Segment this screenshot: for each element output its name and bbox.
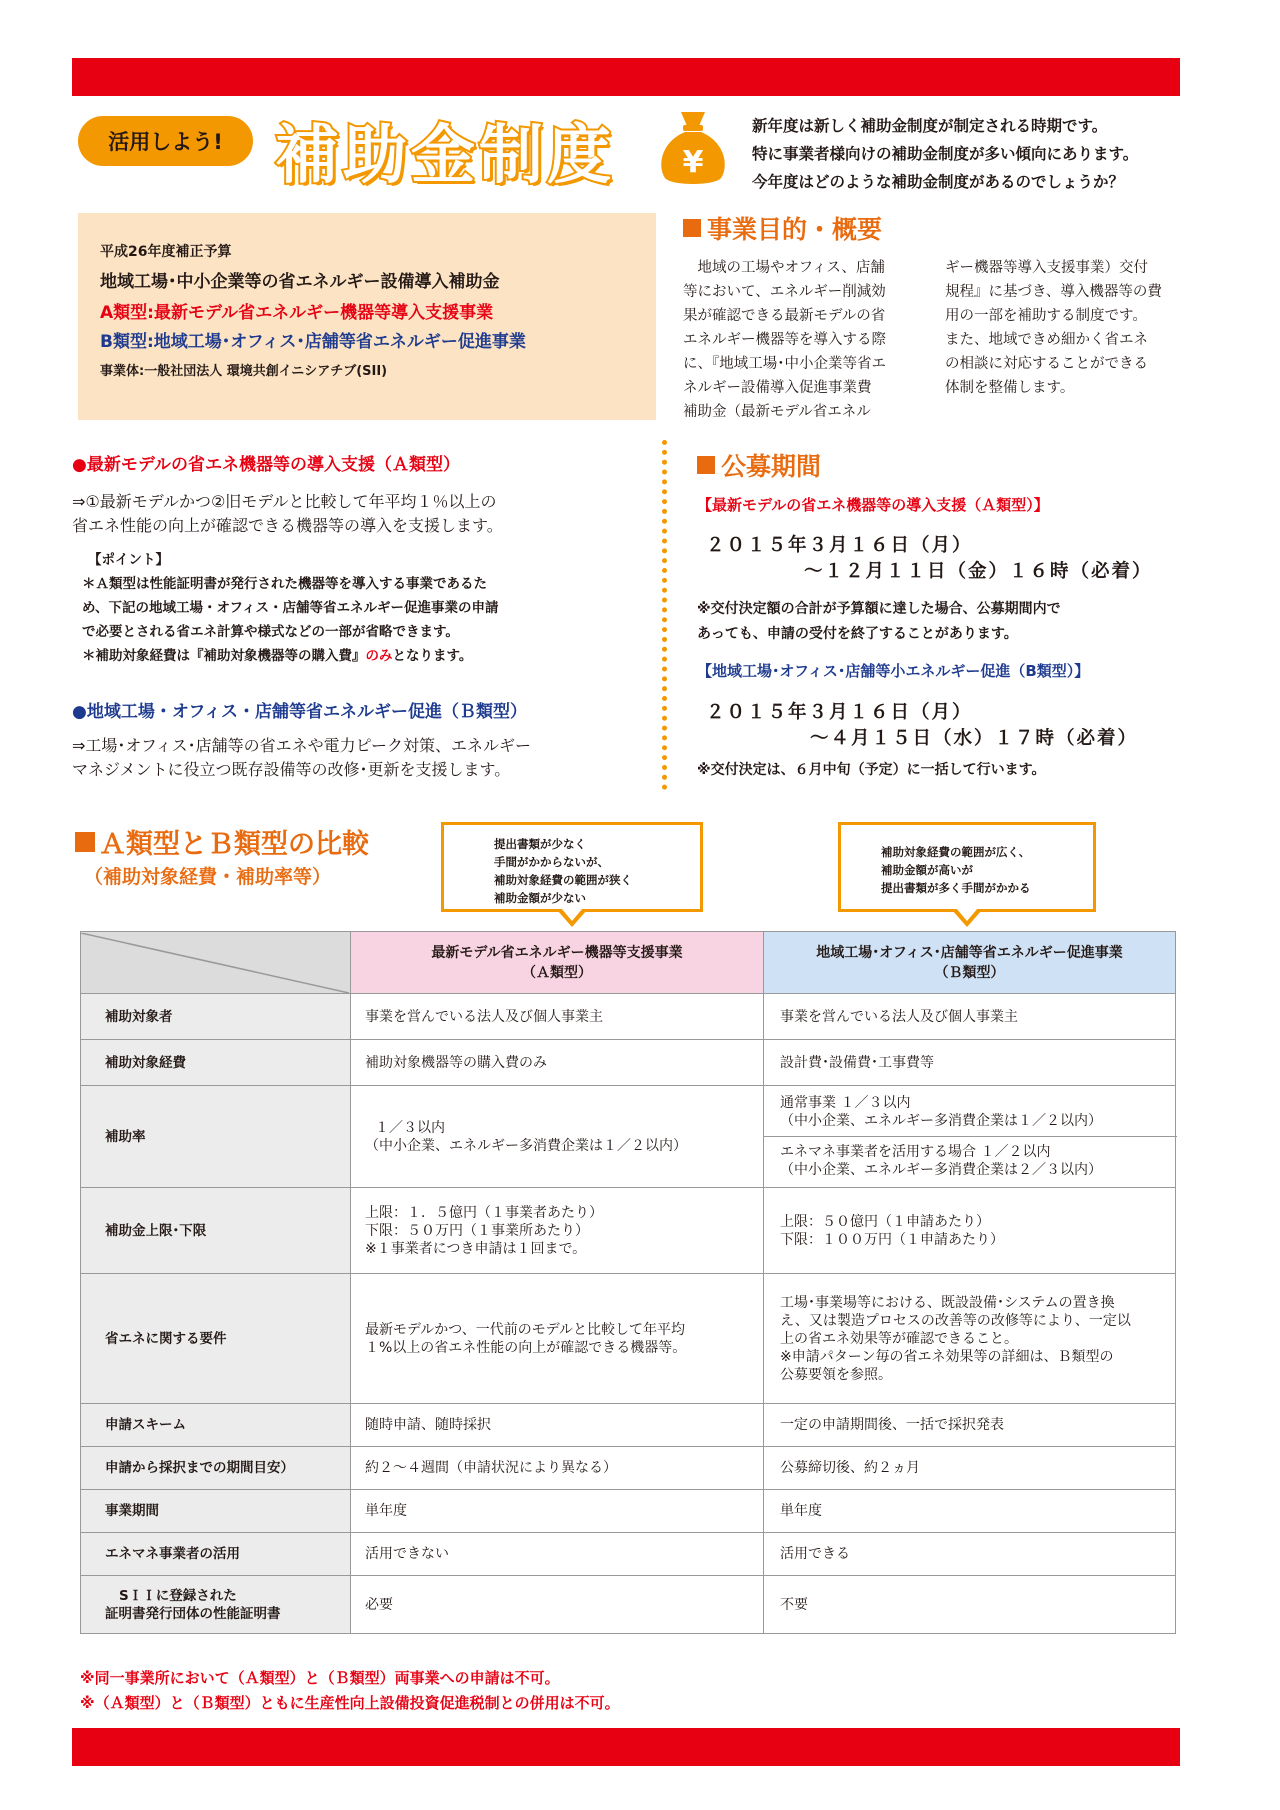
footnote-2: ※（Ａ類型）と（Ｂ類型）ともに生産性向上設備投資促進税制との併用は不可。 [80, 1694, 620, 1712]
footnote-1: ※同一事業所において（Ａ類型）と（Ｂ類型）両事業への申請は不可。 [80, 1669, 560, 1687]
period-a-label: 【最新モデルの省エネ機器等の導入支援（Ａ類型）】 [697, 496, 1049, 514]
table-row [81, 1086, 1176, 1188]
type-b-text: ⇒工場･オフィス･店舗等の省エネや電力ピーク対策、エネルギー マネジメントに役立つ既存設備等の改修･更新を支援します。 [72, 736, 532, 779]
table-row [81, 1576, 1176, 1634]
cell-a: 必要 [351, 1576, 764, 1634]
intro-line: 特に事業者様向けの補助金制度が多い傾向にあります。 [752, 145, 1139, 163]
table-row [81, 1274, 1176, 1404]
type-b-heading: ●地域工場・オフィス・店舗等省エネルギー促進（Ｂ類型） [72, 702, 527, 722]
cell-a: １／３以内 （中小企業、エネルギー多消費企業は１／２以内） [351, 1086, 764, 1188]
program-type-b: B類型:地域工場･オフィス･店舗等省エネルギー促進事業 [100, 332, 526, 352]
table-row [81, 1040, 1176, 1086]
table-row [81, 1533, 1176, 1576]
row-label: エネマネ事業者の活用 [81, 1533, 351, 1576]
comparison-table [80, 931, 1176, 1634]
page-title: 補助金制度 [275, 119, 615, 193]
period-b-end: ～４月１５日（水）１７時（必着） [810, 728, 1139, 749]
table-row [81, 1404, 1176, 1447]
diagonal-line [81, 933, 349, 993]
row-label: 補助対象者 [81, 994, 351, 1040]
table-header-type-b: 地域工場･オフィス･店舗等省エネルギー促進事業 （Ｂ類型） [764, 932, 1176, 994]
type-a-text: ⇒①最新モデルかつ②旧モデルと比較して年平均１％以上の 省エネ性能の向上が確認できる機器等の導入を支援します。 [72, 492, 503, 535]
table-row [81, 1447, 1176, 1490]
table-row [81, 1490, 1176, 1533]
row-label: 申請から採択までの期間目安） [81, 1447, 351, 1490]
program-org: 事業体:一般社団法人 環境共創イニシアチブ(SII) [100, 364, 388, 379]
money-bag-icon [655, 108, 731, 188]
table-header-type-a: 最新モデル省エネルギー機器等支援事業 （Ａ類型） [351, 932, 764, 994]
cell-b: 公募締切後、約２ヵ月 [764, 1447, 1176, 1490]
comparison-title: Ａ類型とＢ類型の比較 [75, 822, 369, 861]
table-row [81, 1188, 1176, 1274]
cell-a: 随時申請、随時採択 [351, 1404, 764, 1447]
top-red-bar [72, 58, 1180, 96]
cell-b: 不要 [764, 1576, 1176, 1634]
row-label: 補助率 [81, 1086, 351, 1188]
program-type-a: A類型:最新モデル省エネルギー機器等導入支援事業 [100, 303, 494, 323]
comparison-subtitle: （補助対象経費・補助率等） [84, 866, 332, 888]
type-a-heading: ●最新モデルの省エネ機器等の導入支援（Ａ類型） [72, 455, 460, 475]
row-label: 申請スキーム [81, 1404, 351, 1447]
type-a-points: 【ポイント】 ＊Ａ類型は性能証明書が発行された機器等を導入する事業であるた め、下記の地域工場・オフィス・店舗等省エネルギー促進事業の申請 で必要とされる省エネ計算や様式などの一部が省略できます。 ＊補助対象経費は『補助対象機器等の購入費』のみとなります。 [82, 552, 499, 664]
row-label: 補助対象経費 [81, 1040, 351, 1086]
svg-text:¥: ¥ [682, 145, 704, 180]
table-row [81, 994, 1176, 1040]
intro-text [752, 112, 1172, 196]
period-b-label: 【地域工場･オフィス･店舗等小エネルギー促進（B類型）】 [697, 662, 1090, 680]
cell-b: 一定の申請期間後、一括で採択発表 [764, 1404, 1176, 1447]
purpose-heading: 事業目的・概要 [683, 210, 882, 246]
row-label: SＩＩに登録された 証明書発行団体の性能証明書 [81, 1576, 351, 1634]
period-a-note: ※交付決定額の合計が予算額に達した場合、公募期間内で あっても、申請の受付を終了することがあります。 [697, 601, 1061, 642]
period-b-note: ※交付決定は、６月中旬（予定）に一括して行います。 [697, 762, 1046, 778]
cell-b: 上限：５０億円（１申請あたり） 下限：１００万円（１申請あたり） [764, 1188, 1176, 1274]
table-corner-cell [81, 932, 351, 994]
cell-b: 活用できる [764, 1533, 1176, 1576]
period-b-start: ２０１５年３月１６日（月） [706, 702, 973, 723]
cell-b: 工場･事業場等における、既設設備･システムの置き換 え、又は製造プロセスの改善等の改修等により、一定以 上の省エネ効果等が確認できること。 ※申請パターン毎の省エネ効果等の詳細は、Ｂ類型の 公募要領を参照。 [764, 1274, 1176, 1404]
cell-b: 設計費･設備費･工事費等 [764, 1040, 1176, 1086]
bottom-red-bar [72, 1728, 1180, 1766]
row-label: 省エネに関する要件 [81, 1274, 351, 1404]
row-label: 事業期間 [81, 1490, 351, 1533]
cell-a: 上限：１．５億円（１事業者あたり） 下限：５０万円（１事業所あたり） ※１事業者につき申請は１回まで。 [351, 1188, 764, 1274]
program-budget: 平成26年度補正予算 [100, 244, 232, 260]
cell-a: 最新モデルかつ、一代前のモデルと比較して年平均 １%以上の省エネ性能の向上が確認できる機器等。 [351, 1274, 764, 1404]
row-label: 補助金上限･下限 [81, 1188, 351, 1274]
program-name: 地域工場･中小企業等の省エネルギー設備導入補助金 [100, 272, 500, 292]
period-a-end: ～１２月１１日（金）１６時（必着） [804, 561, 1153, 582]
cell-a: 約２～４週間（申請状況により異なる） [351, 1447, 764, 1490]
callout-type-b: 補助対象経費の範囲が広く、 補助金額が高いが 提出書類が多く手間がかかる [838, 822, 1096, 912]
cell-a: 活用できない [351, 1533, 764, 1576]
cell-a: 単年度 [351, 1490, 764, 1533]
period-a-start: ２０１５年３月１６日（月） [706, 535, 973, 556]
cell-b: 事業を営んでいる法人及び個人事業主 [764, 994, 1176, 1040]
cell-b: 単年度 [764, 1490, 1176, 1533]
cell-a: 事業を営んでいる法人及び個人事業主 [351, 994, 764, 1040]
cell-a: 補助対象機器等の購入費のみ [351, 1040, 764, 1086]
period-heading: 公募期間 [697, 447, 821, 483]
column-divider [662, 440, 667, 790]
callout-type-a: 提出書類が少なく 手間がかからないが、 補助対象経費の範囲が狭く 補助金額が少ない [441, 822, 703, 912]
cell-b: 通常事業 １／３以内 （中小企業、エネルギー多消費企業は１／２以内） エネマネ事業者を活用する場合 １／２以内 （中小企業、エネルギー多消費企業は２／３以内） [764, 1086, 1176, 1188]
program-info-box [78, 213, 656, 420]
purpose-col-1: 地域の工場やオフィス、店舗 等において、エネルギー削減効 果が確認できる最新モデルの省 エネルギー機器等を導入する際 に、『地域工場･中小企業等省エ ネルギー設備導入促進事業費 補助金（最新モデル省エネル [683, 260, 886, 420]
table-header-row [81, 932, 1176, 994]
intro-line: 新年度は新しく補助金制度が制定される時期です。 [752, 117, 1108, 135]
intro-line: 今年度はどのような補助金制度があるのでしょうか？ [752, 173, 1125, 191]
purpose-col-2: ギー機器等導入支援事業）交付 規程』に基づき、導入機器等の費 用の一部を補助する制度です。 また、地域できめ細かく省エネ の相談に対応することができる 体制を整備します。 [945, 260, 1162, 396]
katsuyo-badge: 活用しよう! [78, 116, 253, 166]
